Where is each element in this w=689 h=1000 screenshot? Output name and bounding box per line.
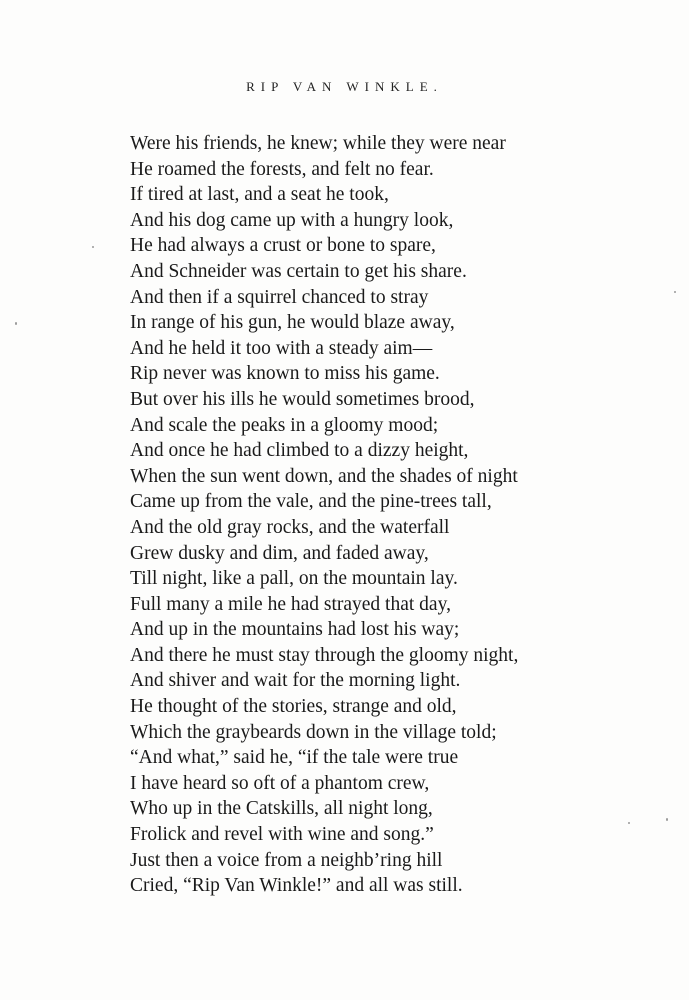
- poem-line: Cried, “Rip Van Winkle!” and all was still.: [130, 875, 463, 897]
- poem-line: And once he had climbed to a dizzy height,: [130, 440, 469, 462]
- paper-speck: [92, 246, 94, 248]
- running-head: RIP VAN WINKLE.: [246, 79, 443, 94]
- poem-line: Came up from the vale, and the pine-trees tall,: [130, 491, 492, 513]
- poem-line: And there he must stay through the gloomy night,: [130, 644, 519, 666]
- poem-line: And shiver and wait for the morning light.: [130, 670, 461, 692]
- poem-line: And Schneider was certain to get his share.: [130, 260, 467, 282]
- paper-speck: [674, 291, 676, 293]
- poem-line: Full many a mile he had strayed that day,: [130, 593, 451, 615]
- poem-line: And the old gray rocks, and the waterfall: [130, 516, 450, 538]
- poem-line: He thought of the stories, strange and old,: [130, 696, 457, 718]
- poem-line: Which the graybeards down in the village told;: [130, 721, 497, 743]
- poem-line: And scale the peaks in a gloomy mood;: [130, 414, 439, 436]
- poem-line: Frolick and revel with wine and song.”: [130, 824, 434, 846]
- poem-line: And then if a squirrel chanced to stray: [130, 286, 429, 308]
- poem-line: But over his ills he would sometimes brood,: [130, 388, 475, 410]
- poem-line: Grew dusky and dim, and faded away,: [130, 542, 429, 564]
- poem-line: Just then a voice from a neighb’ring hill: [130, 849, 443, 871]
- poem-line: When the sun went down, and the shades of night: [130, 465, 518, 487]
- poem-line: Were his friends, he knew; while they were near: [130, 133, 506, 154]
- poem-line: He roamed the forests, and felt no fear.: [130, 158, 434, 180]
- paper-speck: [666, 818, 668, 821]
- poem-text: [130, 131, 518, 899]
- poem-line: Who up in the Catskills, all night long,: [130, 798, 433, 820]
- poem-line: Till night, like a pall, on the mountain lay.: [130, 568, 458, 590]
- poem-line: And his dog came up with a hungry look,: [130, 209, 454, 231]
- paper-speck: [15, 322, 17, 325]
- poem-line: I have heard so oft of a phantom crew,: [130, 772, 430, 794]
- poem-line: If tired at last, and a seat he took,: [130, 184, 389, 206]
- paper-speck: [628, 822, 630, 824]
- poem-line: And up in the mountains had lost his way;: [130, 619, 460, 641]
- poem-line: And he held it too with a steady aim—: [130, 337, 433, 359]
- poem-line: In range of his gun, he would blaze away,: [130, 312, 455, 334]
- poem-line: Rip never was known to miss his game.: [130, 363, 440, 385]
- poem-line: He had always a crust or bone to spare,: [130, 235, 436, 257]
- poem-line: “And what,” said he, “if the tale were true: [130, 747, 459, 769]
